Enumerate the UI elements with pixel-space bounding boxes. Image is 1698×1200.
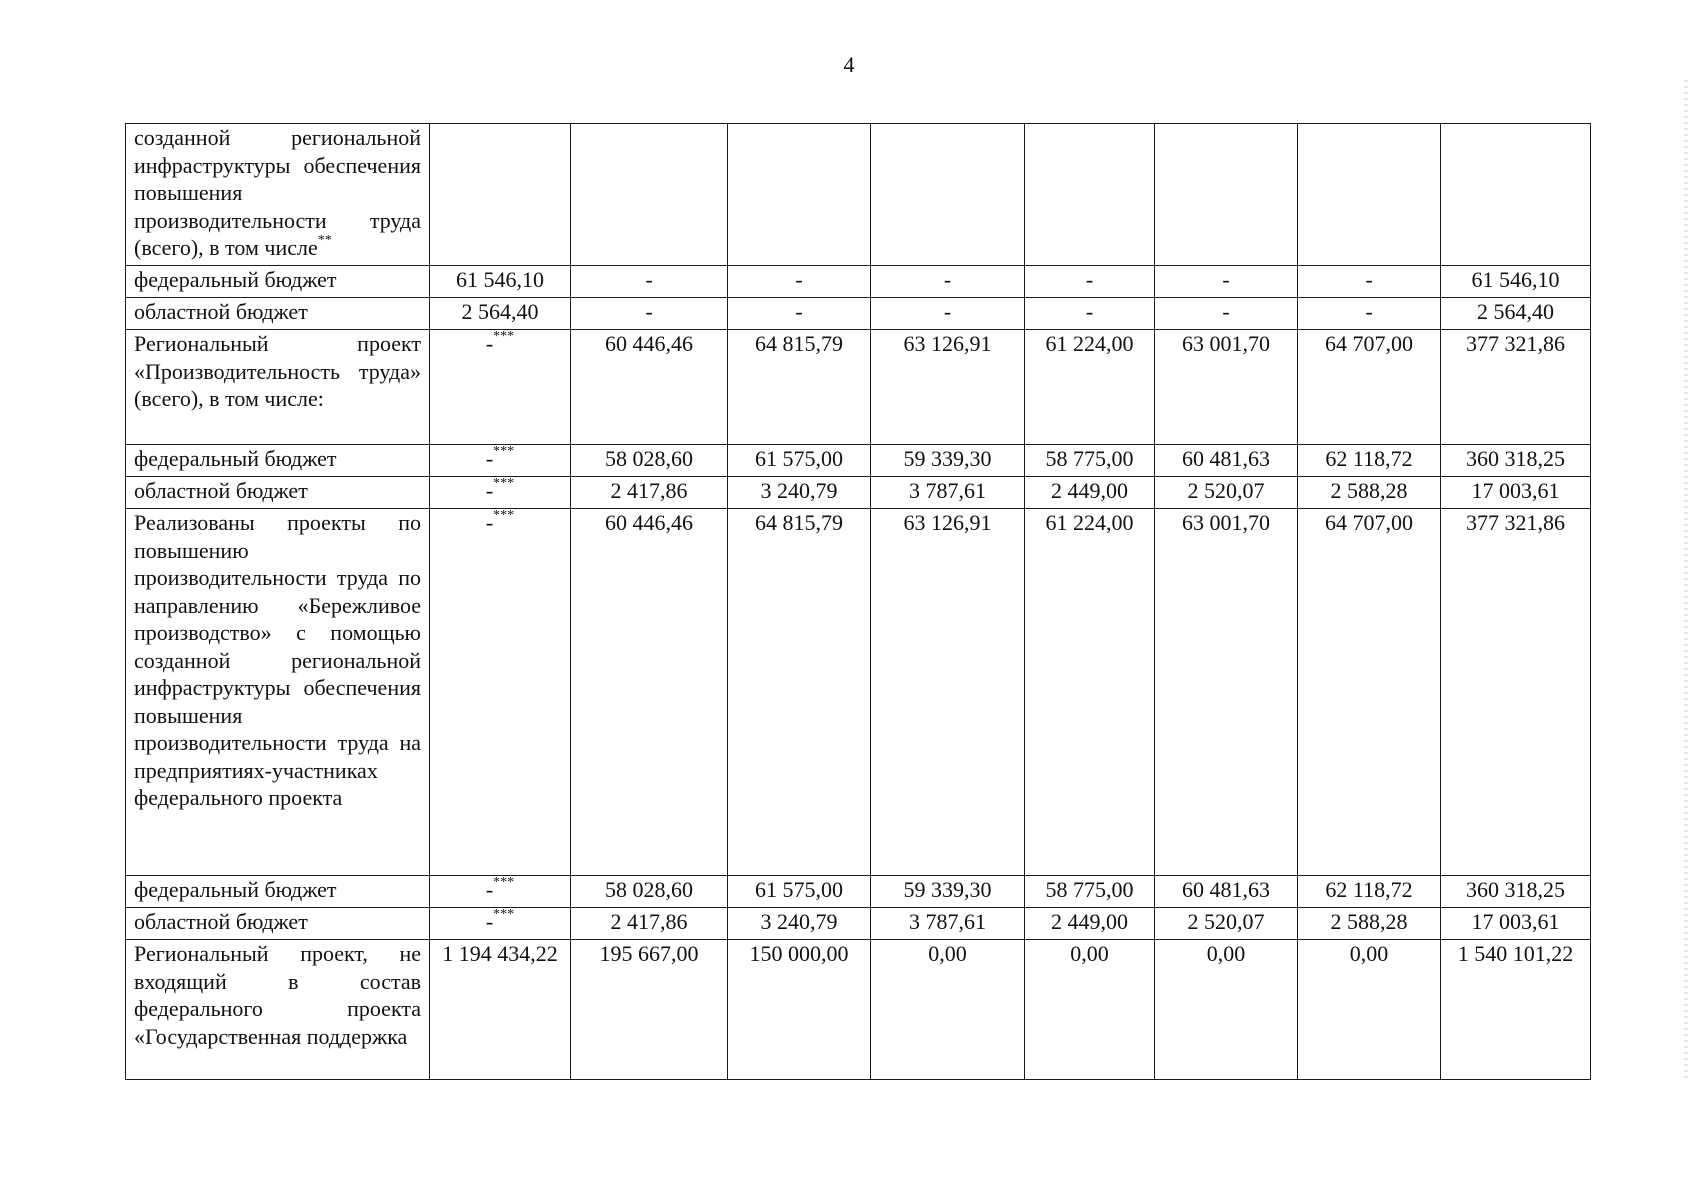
value-cell: 377 321,86 [1441, 330, 1591, 445]
row-label: областной бюджет [126, 477, 430, 509]
value-cell: 61 224,00 [1025, 509, 1155, 876]
value-cell: 60 446,46 [571, 509, 728, 876]
value-cell: - [1025, 266, 1155, 298]
value-cell: 59 339,30 [871, 876, 1025, 908]
value-cell [430, 509, 571, 876]
footnote-mark: *** [493, 329, 515, 344]
value-cell: - [871, 298, 1025, 330]
value-cell: 3 787,61 [871, 477, 1025, 509]
value-cell: 2 449,00 [1025, 477, 1155, 509]
value-cell: - [1155, 298, 1298, 330]
value-cell: - [1025, 298, 1155, 330]
footnote-mark: *** [493, 476, 515, 491]
value-cell: 3 240,79 [728, 908, 871, 940]
value-cell: 64 707,00 [1298, 330, 1441, 445]
value-cell: 58 028,60 [571, 445, 728, 477]
value-cell: 3 787,61 [871, 908, 1025, 940]
row-label: федеральный бюджет [126, 266, 430, 298]
value-cell: 63 001,70 [1155, 330, 1298, 445]
dash-value: - [485, 877, 494, 902]
row-label: областной бюджет [126, 908, 430, 940]
value-cell: 61 546,10 [1441, 266, 1591, 298]
value-cell: - [1298, 298, 1441, 330]
value-cell: 60 481,63 [1155, 445, 1298, 477]
value-cell [430, 477, 571, 509]
value-cell: 63 126,91 [871, 330, 1025, 445]
value-cell [1155, 124, 1298, 266]
value-cell: - [571, 266, 728, 298]
value-cell: 61 224,00 [1025, 330, 1155, 445]
value-cell: 63 001,70 [1155, 509, 1298, 876]
value-cell [871, 124, 1025, 266]
dash-value: - [485, 478, 494, 503]
value-cell: 58 028,60 [571, 876, 728, 908]
value-cell: 17 003,61 [1441, 477, 1591, 509]
footnote-mark: *** [493, 907, 515, 922]
table-row [126, 266, 1591, 298]
row-label: федеральный бюджет [126, 876, 430, 908]
value-cell: 59 339,30 [871, 445, 1025, 477]
row-label [126, 124, 430, 266]
value-cell: 1 540 101,22 [1441, 940, 1591, 1080]
value-cell: 58 775,00 [1025, 876, 1155, 908]
table-row [126, 876, 1591, 908]
value-cell [1441, 124, 1591, 266]
value-cell: - [728, 298, 871, 330]
table-row [126, 330, 1591, 445]
dash-value: - [485, 510, 494, 535]
value-cell [1298, 124, 1441, 266]
value-cell [571, 124, 728, 266]
value-cell: 17 003,61 [1441, 908, 1591, 940]
table-row [126, 908, 1591, 940]
dash-value: - [485, 909, 494, 934]
value-cell: 195 667,00 [571, 940, 728, 1080]
value-cell: 377 321,86 [1441, 509, 1591, 876]
value-cell: 2 588,28 [1298, 908, 1441, 940]
table-row [126, 298, 1591, 330]
value-cell: 60 481,63 [1155, 876, 1298, 908]
value-cell [728, 124, 871, 266]
value-cell: 60 446,46 [571, 330, 728, 445]
value-cell: 62 118,72 [1298, 445, 1441, 477]
budget-table [125, 123, 1591, 1080]
table-row [126, 124, 1591, 266]
value-cell: 64 815,79 [728, 509, 871, 876]
dash-value: - [485, 331, 494, 356]
value-cell: 2 520,07 [1155, 477, 1298, 509]
row-label: федеральный бюджет [126, 445, 430, 477]
value-cell: 1 194 434,22 [430, 940, 571, 1080]
value-cell [430, 908, 571, 940]
row-label: Региональный проект, не входящий в состав федерального проекта «Государственная поддержка [126, 940, 430, 1080]
table-row [126, 940, 1591, 1080]
value-cell: 3 240,79 [728, 477, 871, 509]
value-cell: 360 318,25 [1441, 445, 1591, 477]
value-cell: 62 118,72 [1298, 876, 1441, 908]
footnote-mark: *** [493, 875, 515, 890]
page-number: 4 [843, 52, 855, 77]
value-cell [430, 445, 571, 477]
value-cell: - [728, 266, 871, 298]
row-label: Региональный проект «Производительность труда» (всего), в том числе: [126, 330, 430, 445]
value-cell: 2 417,86 [571, 908, 728, 940]
value-cell [430, 330, 571, 445]
value-cell: 2 520,07 [1155, 908, 1298, 940]
value-cell: 150 000,00 [728, 940, 871, 1080]
value-cell: 360 318,25 [1441, 876, 1591, 908]
dash-value: - [485, 446, 494, 471]
table-row [126, 477, 1591, 509]
value-cell: 58 775,00 [1025, 445, 1155, 477]
value-cell: 63 126,91 [871, 509, 1025, 876]
value-cell [1025, 124, 1155, 266]
scan-edge-artifact [1684, 80, 1688, 1080]
value-cell [430, 876, 571, 908]
row-label: областной бюджет [126, 298, 430, 330]
value-cell: 64 707,00 [1298, 509, 1441, 876]
value-cell: 61 575,00 [728, 445, 871, 477]
value-cell: - [1155, 266, 1298, 298]
footnote-mark: *** [493, 444, 515, 459]
value-cell: 0,00 [1025, 940, 1155, 1080]
row-label-text: созданной региональной инфраструктуры обеспечения повышения производительности труда (всего), в том числе [134, 125, 421, 260]
value-cell: - [1298, 266, 1441, 298]
value-cell: 61 575,00 [728, 876, 871, 908]
value-cell: 61 546,10 [430, 266, 571, 298]
value-cell: 2 417,86 [571, 477, 728, 509]
value-cell: 0,00 [1155, 940, 1298, 1080]
value-cell: 64 815,79 [728, 330, 871, 445]
value-cell: 0,00 [871, 940, 1025, 1080]
value-cell: - [871, 266, 1025, 298]
footnote-mark: ** [317, 232, 332, 248]
row-label: Реализованы проекты по повышению производительности труда по направлению «Бережливое производство» с помощью созданной региональной инфраструктуры обеспечения повышения производительности труда на предприятиях-участниках федерального проекта [126, 509, 430, 876]
value-cell: 2 564,40 [1441, 298, 1591, 330]
value-cell: 0,00 [1298, 940, 1441, 1080]
table-row [126, 445, 1591, 477]
value-cell: 2 449,00 [1025, 908, 1155, 940]
value-cell [430, 124, 571, 266]
value-cell: - [571, 298, 728, 330]
value-cell: 2 588,28 [1298, 477, 1441, 509]
footnote-mark: *** [493, 508, 515, 523]
table-row [126, 509, 1591, 876]
value-cell: 2 564,40 [430, 298, 571, 330]
